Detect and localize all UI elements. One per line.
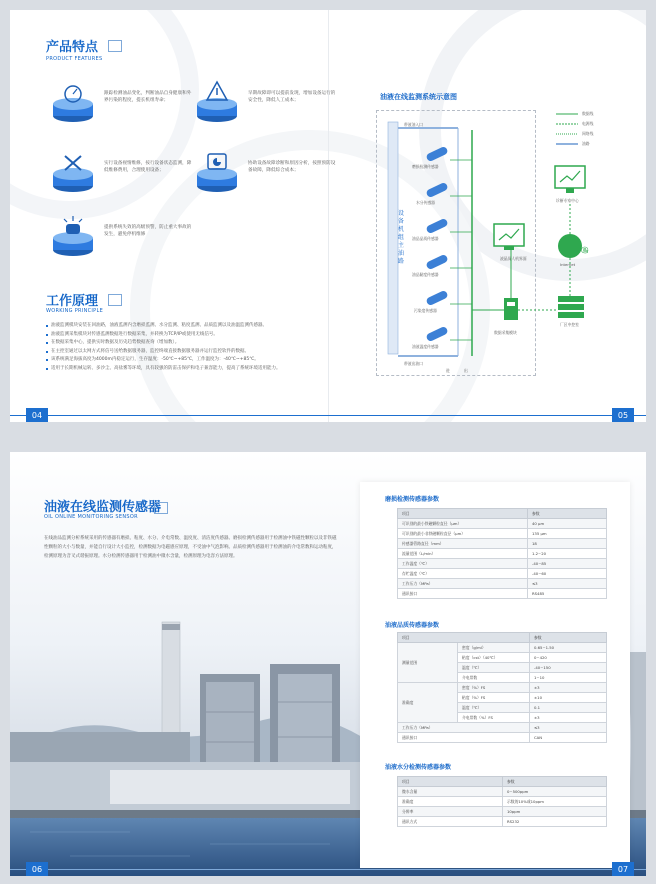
table-cell: 存贮温度（℃） — [398, 569, 528, 579]
table-cell: -40~85 — [528, 559, 607, 569]
table-row — [398, 807, 607, 817]
table-header: 参数 — [528, 509, 607, 519]
table-cell: 流量范围（L/min） — [398, 549, 528, 559]
spread-pages-04-05 — [10, 10, 646, 422]
table-cell: 1.2~20 — [528, 549, 607, 559]
label-quality-sensor: 油品品质传感器 — [412, 236, 439, 241]
table-cell: 0.1 — [530, 703, 607, 713]
label-collector: 数据采集模块 — [494, 330, 517, 335]
page-number: 05 — [612, 408, 634, 422]
table-cell: 可识别的最小非铁磁颗粒直径（μm） — [398, 529, 528, 539]
table-cell: -40~150 — [530, 663, 607, 673]
table-header: 项目 — [398, 777, 503, 787]
legend-network-line: 网络线 — [582, 131, 594, 136]
label-internet: Internet — [560, 262, 576, 267]
table-cell: ≤3 — [528, 579, 607, 589]
label-wear-sensor: 磨损检测传感器 — [412, 164, 439, 169]
table-cell: 135 μm — [528, 529, 607, 539]
page-number: 04 — [26, 408, 48, 422]
table-cell: 微水含量 — [398, 787, 503, 797]
svg-text:e: e — [581, 243, 589, 256]
label-diagnosis-center: 诊断专家中心 — [556, 198, 579, 203]
label-water-sensor: 水分传感器 — [416, 200, 435, 205]
table-row — [398, 549, 607, 559]
page-footer-line — [328, 415, 646, 416]
diagram-title: 油液在线监测系统示意图 — [380, 93, 457, 101]
table-cell: 介电常数（%）FS — [458, 713, 530, 723]
table-cell: 测量范围 — [398, 643, 458, 683]
page-subtitle: OIL ONLINE MONITORING SENSOR — [44, 514, 138, 520]
table-cell: 18 — [528, 539, 607, 549]
table-cell: 0~500ppm — [503, 787, 607, 797]
table-row — [398, 723, 607, 733]
wear-sensor-table — [397, 508, 607, 599]
table-row — [398, 589, 607, 599]
table-header: 项目 — [398, 633, 530, 643]
quality-sensor-table — [397, 632, 607, 743]
page-title: 油液在线监测传感器 — [44, 500, 162, 515]
table-row — [398, 797, 607, 807]
table-header: 参数 — [503, 777, 607, 787]
spread-pages-06-07 — [10, 452, 646, 876]
label-oil-outlet: 带液出油口 — [404, 361, 423, 366]
table-cell: CAN — [530, 733, 607, 743]
page-number: 06 — [26, 862, 48, 876]
wear-table-title: 磨损检测传感器参数 — [385, 496, 440, 503]
page-footer-line — [10, 869, 646, 870]
label-particle-sensor: 污染度传感器 — [414, 308, 437, 313]
table-cell: 10ppm — [503, 807, 607, 817]
table-header: 项目 — [398, 509, 528, 519]
page-number: 07 — [612, 862, 634, 876]
feature-text: 提供系统失效的高级预警，防止重大事故的发生，避免停机维修 — [104, 225, 192, 237]
intro-paragraph: 在线油品监测分析系统采用的传感器有磨损、粘度、水分、介电常数、温度度、清洁度传感器。磨损检测传感器用于检测油中铁磁性颗粒以及非铁磁性颗粒的大小与数量，并能自行设计大小监控，检测数据为电磁感应原理，不受油中气泡影响。品质检测传感器用于检测油的介电常数和运动粘度，检测原理为音叉式谐振原理。水分检测传感器用于检测油中微水含量，检测原理为电容方法原理。 — [44, 536, 337, 559]
label-control-room: 厂区中控室 — [560, 322, 579, 327]
list-item: 油液监测模块安装在回油路，油液监测内含磨损监测、水分监测、粘度监测、品质监测以及油温监测传感器。 — [46, 322, 336, 331]
list-item: 在主控室通过以太网方式将信号送给数据服务器，监控终端直接数据服务器并运行监控软件的数据。 — [46, 348, 336, 357]
legend-oil-line: 油路 — [582, 141, 590, 146]
page-title: 产品特点 — [46, 40, 99, 55]
table-cell: 粘度（%）FS — [458, 693, 530, 703]
table-cell: ±3 — [530, 683, 607, 693]
table-cell: 0~420 — [530, 653, 607, 663]
table-row — [398, 733, 607, 743]
label-hmi: 液晶屏人机界面 — [500, 256, 527, 261]
table-cell: 工作压力（MPa） — [398, 723, 530, 733]
table-cell: RS232 — [503, 817, 607, 827]
table-cell: 介电常数 — [458, 673, 530, 683]
table-row — [398, 529, 607, 539]
table-cell: 工作温度（℃） — [398, 559, 528, 569]
legend-power-line: 电源线 — [582, 121, 594, 126]
table-cell: 0.65~1.50 — [530, 643, 607, 653]
system-diagram — [10, 10, 646, 422]
water-sensor-table — [397, 776, 607, 827]
legend-data-line: 数据线 — [582, 111, 594, 116]
table-cell: 密度（%）FS — [458, 683, 530, 693]
table-row — [398, 787, 607, 797]
table-row — [398, 569, 607, 579]
feature-text: 早期故障即可以提前发现，增加设备运行的安全性，降低人工成本； — [248, 91, 336, 103]
table-cell: 通讯方式 — [398, 817, 503, 827]
table-row — [398, 683, 607, 693]
list-item: 油液监测采集模块对传感监测数据进行数据采集，并转换为TCP/IP或使用无线信号。 — [46, 331, 336, 340]
section-subtitle-working-principle: WORKING PRINCIPLE — [46, 308, 104, 314]
feature-text: 实行设备视情维修，按行设备状态监测，降低维修费用，合理使用设备； — [104, 161, 192, 173]
table-cell: ±10 — [530, 693, 607, 703]
section-title-working-principle: 工作原理 — [46, 294, 99, 309]
quality-table-title: 油液品质传感器参数 — [385, 622, 440, 629]
list-item: 适用于长期机械运转、多沙尘、高盐雾等环境，具有较强的防雷击保护和电子兼容能力，提高了系统环境适用能力。 — [46, 365, 336, 374]
table-row — [398, 559, 607, 569]
label-main-pipe: 设备机组主油路 — [398, 210, 405, 265]
table-cell: 准确度 — [398, 683, 458, 723]
feature-text: 跟踪检测油品变化，判断油品自身健康和外界污染的程度，提长机组寿命； — [104, 91, 192, 103]
label-in: 进 — [446, 368, 450, 373]
table-row — [398, 579, 607, 589]
list-item: 在数据采集中心，提供实时数据及历史趋势数据查询（增加数）。 — [46, 339, 336, 348]
table-cell: 40 μm — [528, 519, 607, 529]
table-cell: 分辨率 — [398, 807, 503, 817]
list-item: 该系统满足海拔高度为4000m内稳定运行，生存温度：-50℃~+85℃，工作温度为：-40℃~+85℃。 — [46, 356, 336, 365]
label-oil-inlet: 带液油入口 — [404, 122, 423, 127]
table-cell: 准确度 — [398, 797, 503, 807]
table-cell: 温度（℃） — [458, 703, 530, 713]
table-cell: 通讯接口 — [398, 733, 530, 743]
water-table-title: 油液水分检测传感器参数 — [385, 764, 452, 771]
table-row — [398, 539, 607, 549]
label-viscosity-sensor: 油品黏度传感器 — [412, 272, 439, 277]
table-cell: 1~10 — [530, 673, 607, 683]
table-cell: RS485 — [528, 589, 607, 599]
table-cell: 可识别的最小铁磁颗粒直径（μm） — [398, 519, 528, 529]
table-cell: 密度（g/ml） — [458, 643, 530, 653]
feature-text: 协助设备故障诊断和原因分析，按照预防设备故障，降低综合成本； — [248, 161, 336, 173]
table-cell: ±3 — [530, 713, 607, 723]
table-row — [398, 817, 607, 827]
table-cell: 通讯接口 — [398, 589, 528, 599]
table-cell: 工作压力（MPa） — [398, 579, 528, 589]
table-cell: ≤3 — [530, 723, 607, 733]
table-cell: -40~60 — [528, 569, 607, 579]
table-cell: 粘度（cst）（40℃） — [458, 653, 530, 663]
table-cell: 温度（℃） — [458, 663, 530, 673]
title-decoration-icon — [154, 502, 168, 514]
page-subtitle: PRODUCT FEATURES — [46, 56, 103, 62]
label-temp-sensor: 油液温度传感器 — [412, 344, 439, 349]
table-cell: 示数的10%或10ppm — [503, 797, 607, 807]
table-row — [398, 643, 607, 653]
label-out: 出 — [464, 368, 468, 373]
table-row — [398, 519, 607, 529]
table-cell: 传感器管路直径（mm） — [398, 539, 528, 549]
table-header: 参数 — [530, 633, 607, 643]
